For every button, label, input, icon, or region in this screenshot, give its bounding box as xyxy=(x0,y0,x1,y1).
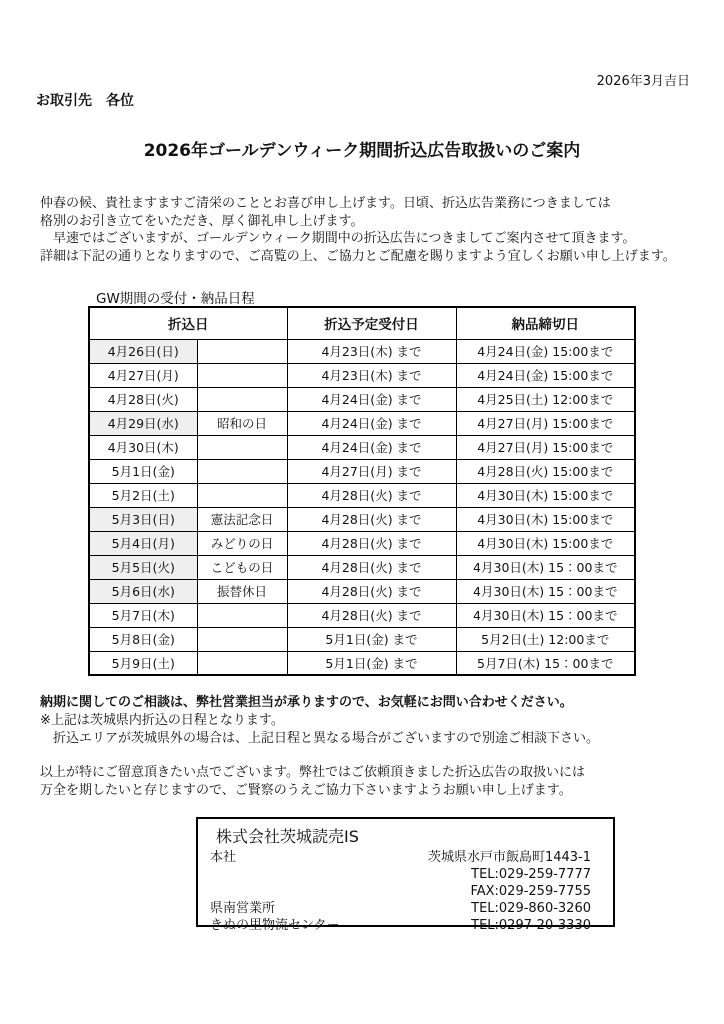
cell-insert-date: 5月1日(金) xyxy=(89,459,197,483)
company-name: 株式会社茨城読売IS xyxy=(216,827,359,846)
schedule-table-body xyxy=(89,339,635,675)
contact-note: 納期に関してのご相談は、弊社営業担当が承りますので、お気軽にお問い合わせください。 xyxy=(40,695,573,710)
table-row xyxy=(89,531,635,555)
cell-delivery-deadline: 4月30日(木) 15:00まで xyxy=(456,531,635,555)
greeting-line: 仲春の候、貴社ますますご清栄のこととお喜び申し上げます。日頃、折込広告業務につきましては xyxy=(40,196,611,211)
cell-insert-date: 4月28日(火) xyxy=(89,387,197,411)
cell-holiday-name xyxy=(197,387,287,411)
recipient-line: お取引先 各位 xyxy=(36,93,134,109)
company-info-box xyxy=(196,817,615,933)
area-note-1: ※上記は茨城県内折込の日程となります。 xyxy=(40,713,284,728)
closing-line: 以上が特にご留意頂きたい点でございます。弊社ではご依頼頂きました折込広告の取扱いには xyxy=(40,765,585,780)
cell-insert-date: 5月4日(月) xyxy=(89,531,197,555)
cell-insert-date: 5月7日(木) xyxy=(89,603,197,627)
cell-delivery-deadline: 4月27日(月) 15:00まで xyxy=(456,411,635,435)
table-row xyxy=(89,459,635,483)
table-row xyxy=(89,579,635,603)
cell-insert-date: 5月8日(金) xyxy=(89,627,197,651)
company-contact-value: TEL:0297-20-3330 xyxy=(471,918,591,933)
greeting-line: 早速ではございますが、ゴールデンウィーク期間中の折込広告につきましてご案内させて頂きます。 xyxy=(40,231,636,246)
cell-accept-date: 4月24日(金) まで xyxy=(287,387,456,411)
cell-holiday-name xyxy=(197,603,287,627)
cell-accept-date: 4月28日(火) まで xyxy=(287,579,456,603)
greeting xyxy=(40,195,690,265)
page-title: 2026年ゴールデンウィーク期間折込広告取扱いのご案内 xyxy=(143,141,581,161)
cell-delivery-deadline: 4月28日(火) 15:00まで xyxy=(456,459,635,483)
closing-line: 万全を期したいと存じますので、ご賢察のうえご協力下さいますようお願い申し上げます。 xyxy=(40,783,572,798)
cell-accept-date: 4月24日(金) まで xyxy=(287,435,456,459)
cell-insert-date: 4月27日(月) xyxy=(89,363,197,387)
cell-accept-date: 4月23日(木) まで xyxy=(287,339,456,363)
table-row xyxy=(89,435,635,459)
table-row xyxy=(89,363,635,387)
cell-accept-date: 4月28日(火) まで xyxy=(287,531,456,555)
company-row xyxy=(210,849,591,866)
table-row xyxy=(89,387,635,411)
cell-insert-date: 5月2日(土) xyxy=(89,483,197,507)
cell-delivery-deadline: 4月30日(木) 15：00まで xyxy=(456,555,635,579)
cell-delivery-deadline: 4月30日(木) 15:00まで xyxy=(456,483,635,507)
cell-accept-date: 4月23日(木) まで xyxy=(287,363,456,387)
company-office-label: きぬの里物流センター xyxy=(210,918,340,933)
cell-holiday-name: 振替休日 xyxy=(197,579,287,603)
schedule-table-caption: GW期間の受付・納品日程 xyxy=(96,291,255,307)
company-row xyxy=(210,883,591,900)
greeting-line: 詳細は下記の通りとなりますので、ご高覧の上、ご協力とご配慮を賜りますよう宜しくお願い申し上げます。 xyxy=(40,248,676,264)
greeting-line: 格別のお引き立てをいただき、厚く御礼申し上げます。 xyxy=(40,213,364,229)
cell-insert-date: 4月26日(日) xyxy=(89,339,197,363)
cell-accept-date: 4月28日(火) まで xyxy=(287,483,456,507)
cell-holiday-name: みどりの日 xyxy=(197,531,287,555)
cell-delivery-deadline: 4月24日(金) 15:00まで xyxy=(456,363,635,387)
issue-date: 2026年3月吉日 xyxy=(596,74,690,89)
cell-accept-date: 5月1日(金) まで xyxy=(287,651,456,675)
cell-insert-date: 5月9日(土) xyxy=(89,651,197,675)
cell-delivery-deadline: 4月24日(金) 15:00まで xyxy=(456,339,635,363)
schedule-table xyxy=(88,306,636,676)
header-accept-date: 折込予定受付日 xyxy=(287,307,456,339)
cell-accept-date: 4月28日(火) まで xyxy=(287,603,456,627)
cell-holiday-name xyxy=(197,651,287,675)
cell-delivery-deadline: 4月30日(木) 15：00まで xyxy=(456,603,635,627)
cell-holiday-name: 憲法記念日 xyxy=(197,507,287,531)
cell-holiday-name xyxy=(197,483,287,507)
cell-delivery-deadline: 5月2日(土) 12:00まで xyxy=(456,627,635,651)
cell-holiday-name xyxy=(197,435,287,459)
cell-accept-date: 5月1日(金) まで xyxy=(287,627,456,651)
company-office-label: 県南営業所 xyxy=(210,901,276,916)
company-row xyxy=(210,866,591,883)
header-delivery-deadline: 納品締切日 xyxy=(456,307,635,339)
cell-delivery-deadline: 4月30日(木) 15:00まで xyxy=(456,507,635,531)
table-header-row xyxy=(89,307,635,339)
table-row xyxy=(89,483,635,507)
cell-insert-date: 5月5日(火) xyxy=(89,555,197,579)
table-row xyxy=(89,339,635,363)
closing-paragraph xyxy=(40,764,585,800)
cell-holiday-name xyxy=(197,459,287,483)
company-row xyxy=(210,917,591,934)
cell-insert-date: 5月6日(水) xyxy=(89,579,197,603)
cell-accept-date: 4月27日(月) まで xyxy=(287,459,456,483)
cell-insert-date: 5月3日(日) xyxy=(89,507,197,531)
company-rows xyxy=(210,849,591,934)
cell-insert-date: 4月30日(木) xyxy=(89,435,197,459)
cell-holiday-name: こどもの日 xyxy=(197,555,287,579)
company-contact-value: TEL:029-860-3260 xyxy=(471,901,591,916)
cell-delivery-deadline: 4月30日(木) 15：00まで xyxy=(456,579,635,603)
company-contact-value: FAX:029-259-7755 xyxy=(470,884,591,899)
cell-accept-date: 4月28日(火) まで xyxy=(287,507,456,531)
cell-accept-date: 4月28日(火) まで xyxy=(287,555,456,579)
table-row xyxy=(89,603,635,627)
cell-accept-date: 4月24日(金) まで xyxy=(287,411,456,435)
company-contact-value: TEL:029-259-7777 xyxy=(471,867,591,882)
cell-delivery-deadline: 4月25日(土) 12:00まで xyxy=(456,387,635,411)
company-contact-value: 茨城県水戸市飯島町1443-1 xyxy=(427,850,591,865)
company-office-label: 本社 xyxy=(210,850,237,865)
table-row xyxy=(89,627,635,651)
cell-insert-date: 4月29日(水) xyxy=(89,411,197,435)
cell-holiday-name xyxy=(197,363,287,387)
cell-delivery-deadline: 5月7日(木) 15：00まで xyxy=(456,651,635,675)
cell-holiday-name xyxy=(197,339,287,363)
cell-holiday-name xyxy=(197,627,287,651)
table-row xyxy=(89,651,635,675)
table-row xyxy=(89,555,635,579)
header-insert-date: 折込日 xyxy=(89,307,287,339)
table-row xyxy=(89,411,635,435)
company-row xyxy=(210,900,591,917)
cell-holiday-name: 昭和の日 xyxy=(197,411,287,435)
table-row xyxy=(89,507,635,531)
cell-delivery-deadline: 4月27日(月) 15:00まで xyxy=(456,435,635,459)
area-note-2: 折込エリアが茨城県外の場合は、上記日程と異なる場合がございますので別途ご相談下さい。 xyxy=(40,731,600,746)
